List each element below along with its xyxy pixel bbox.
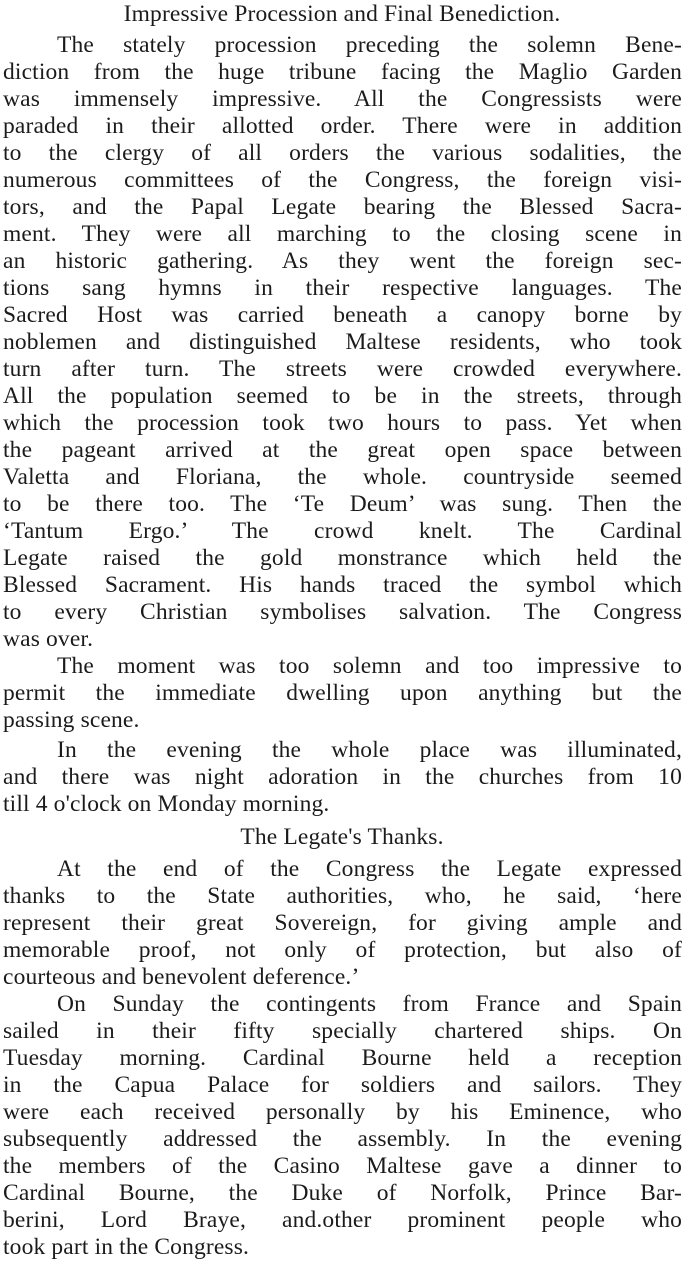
text-line: till 4 o'clock on Monday morning. bbox=[3, 791, 330, 817]
text-line: which the procession took two hours to pass. Yet when bbox=[3, 410, 682, 436]
section-heading: The Legate's Thanks. bbox=[240, 824, 444, 850]
text-line: At the end of the Congress the Legate expressed bbox=[57, 856, 682, 882]
section-heading: Impressive Procession and Final Benediction. bbox=[123, 1, 561, 27]
text-line: took part in the Congress. bbox=[3, 1234, 250, 1260]
text-line: the pageant arrived at the great open space between bbox=[3, 437, 682, 463]
text-line: paraded in their allotted order. There were in addition bbox=[3, 113, 682, 139]
text-line: thanks to the State authorities, who, he said, ‘here bbox=[3, 883, 682, 909]
text-line: Tuesday morning. Cardinal Bourne held a reception bbox=[3, 1045, 682, 1071]
text-line: ‘Tantum Ergo.’ The crowd knelt. The Cardinal bbox=[3, 518, 682, 544]
text-line: tions sang hymns in their respective languages. The bbox=[3, 275, 682, 301]
text-line: Sacred Host was carried beneath a canopy borne by bbox=[3, 302, 682, 328]
text-line: ment. They were all marching to the closing scene in bbox=[3, 221, 682, 247]
text-line: tors, and the Papal Legate bearing the Blessed Sacra- bbox=[3, 194, 682, 220]
text-line: and there was night adoration in the churches from 10 bbox=[3, 764, 682, 790]
text-line: numerous committees of the Congress, the foreign visi- bbox=[3, 167, 682, 193]
text-line: subsequently addressed the assembly. In the evening bbox=[3, 1126, 682, 1152]
text-line: in the Capua Palace for soldiers and sailors. They bbox=[3, 1072, 682, 1098]
text-line: Valetta and Floriana, the whole. countryside seemed bbox=[3, 464, 682, 490]
text-line: to be there too. The ‘Te Deum’ was sung. Then the bbox=[3, 491, 682, 517]
text-line: The moment was too solemn and too impressive to bbox=[57, 653, 682, 679]
text-line: All the population seemed to be in the streets, through bbox=[3, 383, 682, 409]
text-line: was immensely impressive. All the Congressists were bbox=[3, 86, 682, 112]
text-line: memorable proof, not only of protection, but also of bbox=[3, 937, 682, 963]
text-line: passing scene. bbox=[3, 707, 140, 733]
text-line: berini, Lord Braye, and.other prominent people who bbox=[3, 1207, 682, 1233]
text-line: an historic gathering. As they went the foreign sec- bbox=[3, 248, 682, 274]
text-line: In the evening the whole place was illuminated, bbox=[57, 737, 682, 763]
text-line: to every Christian symbolises salvation. The Congress bbox=[3, 599, 682, 625]
text-line: were each received personally by his Eminence, who bbox=[3, 1099, 682, 1125]
text-line: represent their great Sovereign, for giving ample and bbox=[3, 910, 682, 936]
text-line: On Sunday the contingents from France and Spain bbox=[57, 991, 682, 1017]
text-line: permit the immediate dwelling upon anything but the bbox=[3, 680, 682, 706]
text-line: was over. bbox=[3, 626, 94, 652]
text-line: diction from the huge tribune facing the Maglio Garden bbox=[3, 59, 682, 85]
text-line: Cardinal Bourne, the Duke of Norfolk, Prince Bar- bbox=[3, 1180, 682, 1206]
text-line: noblemen and distinguished Maltese residents, who took bbox=[3, 329, 682, 355]
text-line: Legate raised the gold monstrance which held the bbox=[3, 545, 682, 571]
text-line: sailed in their fifty specially chartered ships. On bbox=[3, 1018, 682, 1044]
text-line: courteous and benevolent deference.’ bbox=[3, 964, 360, 990]
text-line: Blessed Sacrament. His hands traced the symbol which bbox=[3, 572, 682, 598]
text-line: The stately procession preceding the solemn Bene- bbox=[57, 32, 682, 58]
text-line: to the clergy of all orders the various sodalities, the bbox=[3, 140, 682, 166]
text-line: turn after turn. The streets were crowded everywhere. bbox=[3, 356, 682, 382]
text-line: the members of the Casino Maltese gave a dinner to bbox=[3, 1153, 682, 1179]
